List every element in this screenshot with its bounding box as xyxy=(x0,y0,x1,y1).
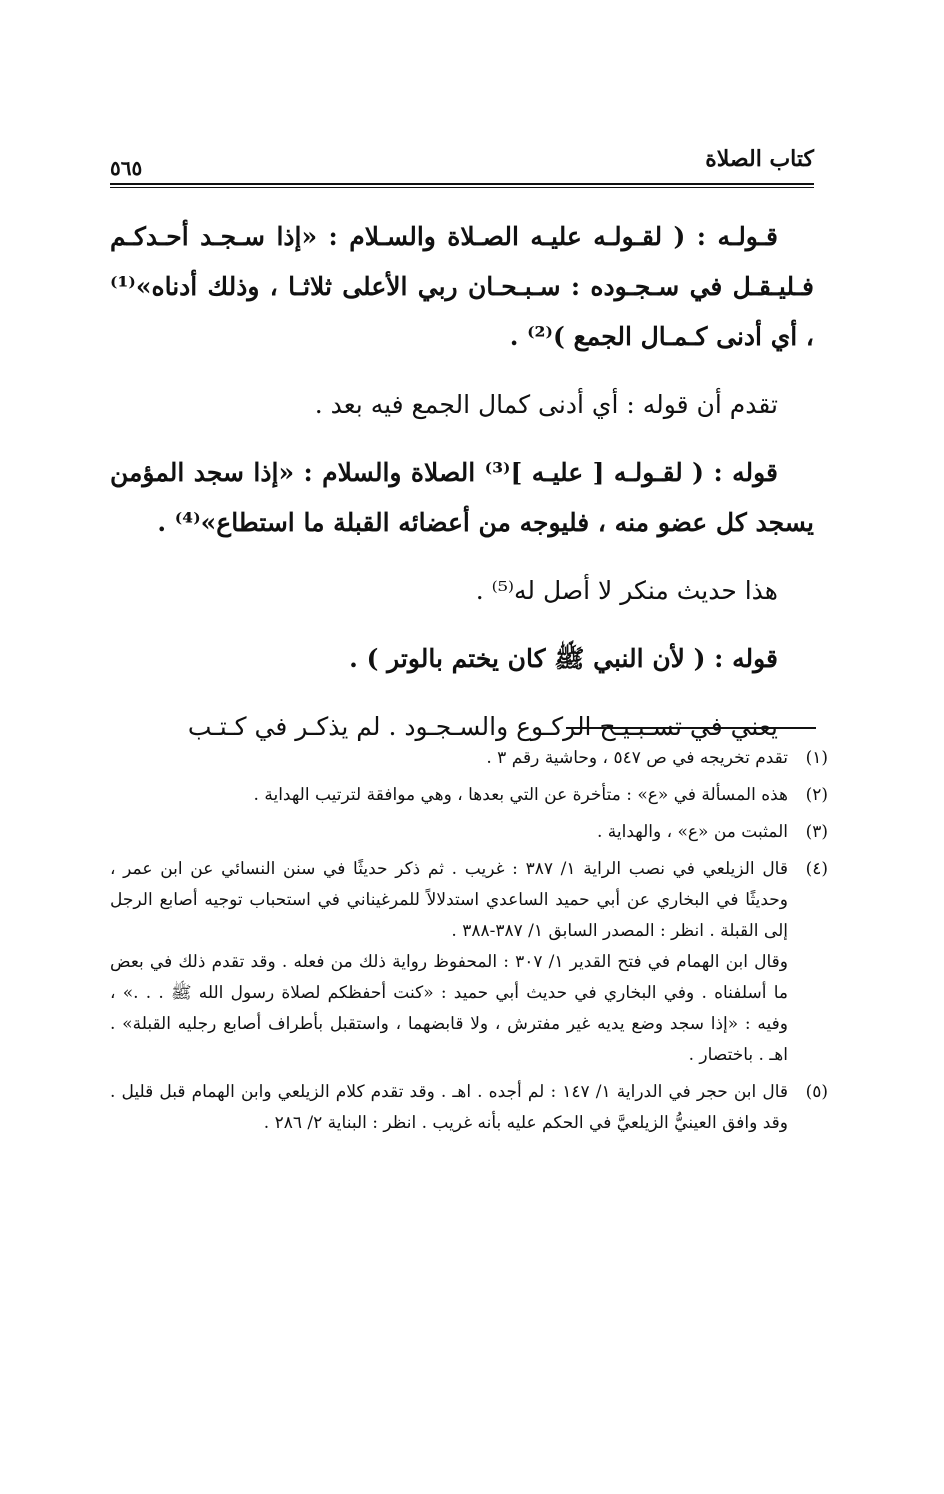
footnote-number: (٣) xyxy=(805,822,828,842)
paragraph-qawluh-1: قـولـه : ( لقـولـه عليـه الصـلاة والسـلام : «إذا سـجـد أحـدكـم فـليـقـل في سـجـوده : سـبـحـان ربي الأعلى ثلاثـا ، وذلك أدناه»⁽¹⁾ ، أي أدنى كـمـال الجمع )⁽²⁾ . xyxy=(110,222,814,351)
paragraph-commentary-3: يعني في تسـبـيـح الركـوع والسـجـود . لم يذكـر في كـتـب xyxy=(187,712,778,741)
footnote-text: قال الزيلعي في نصب الراية ١/ ٣٨٧ : غريب . ثم ذكر حديثًا في سنن النسائي عن ابن عمر ، وحديثًا في البخاري عن أبي حميد الساعدي استدلالاً للمرغيناني في استحباب توجيه أصابع الرجل إلى القبلة . انظر : المصدر السابق ١/ ٣٨٧-٣٨٨ . xyxy=(110,859,788,941)
page-header xyxy=(110,140,814,182)
footnote-text: قال ابن حجر في الدراية ١/ ١٤٧ : لم أجده . اهـ . وقد تقدم كلام الزيلعي وابن الهمام قبل قليل . وقد وافق العينيُّ الزيلعيَّ في الحكم عليه بأنه غريب . انظر : البناية ٢/ ٢٨٦ . xyxy=(110,1082,788,1133)
footnotes xyxy=(110,743,828,1145)
footnote-separator xyxy=(566,727,816,729)
footnote xyxy=(110,743,828,774)
paragraph-commentary-1: تقدم أن قوله : أي أدنى كمال الجمع فيه بعد . xyxy=(314,390,778,419)
footnote xyxy=(110,854,828,1071)
footnote xyxy=(110,780,828,811)
footnote-text: هذه المسألة في «ع» : متأخرة عن التي بعدها ، وهي موافقة لترتيب الهداية . xyxy=(253,785,788,805)
paragraph-qawluh-3: قوله : ( لأن النبي ﷺ كان يختم بالوتر ) . xyxy=(349,644,778,673)
footnote xyxy=(110,817,828,848)
header-rule-thin xyxy=(110,187,814,188)
footnote-number: (١) xyxy=(805,748,828,768)
footnote-number: (٢) xyxy=(805,785,828,805)
paragraph-qawluh-2: قوله : ( لقـولـه [ عليـه ]⁽³⁾ الصلاة والسلام : «إذا سجد المؤمن يسجد كل عضو منه ، فليوجه من أعضائه القبلة ما استطاع»⁽⁴⁾ . xyxy=(110,458,814,537)
header-rule-thick xyxy=(110,183,814,185)
footnote-number: (٥) xyxy=(805,1082,828,1102)
running-title: كتاب الصلاة xyxy=(705,146,814,172)
paragraph-commentary-2: هذا حديث منكر لا أصل له⁽⁵⁾ . xyxy=(475,576,778,605)
footnote xyxy=(110,1077,828,1139)
page-number: ٥٦٥ xyxy=(110,156,143,180)
footnote-text: المثبت من «ع» ، والهداية . xyxy=(596,822,788,842)
footnote-text: تقدم تخريجه في ص ٥٤٧ ، وحاشية رقم ٣ . xyxy=(486,748,788,768)
footnote-number: (٤) xyxy=(805,859,828,879)
main-text xyxy=(110,212,814,770)
footnote-text: وقال ابن الهمام في فتح القدير ١/ ٣٠٧ : المحفوظ رواية ذلك من فعله . وقد تقدم ذلك في بعض ما أسلفناه . وفي البخاري في حديث أبي حميد : «كنت أحفظكم لصلاة رسول الله ﷺ . . .» ، وفيه : «إذا سجد وضع يديه غير مفترش ، ولا قابضهما ، واستقبل بأطراف أصابع رجليه القبلة» . اهـ . باختصار . xyxy=(110,952,789,1065)
